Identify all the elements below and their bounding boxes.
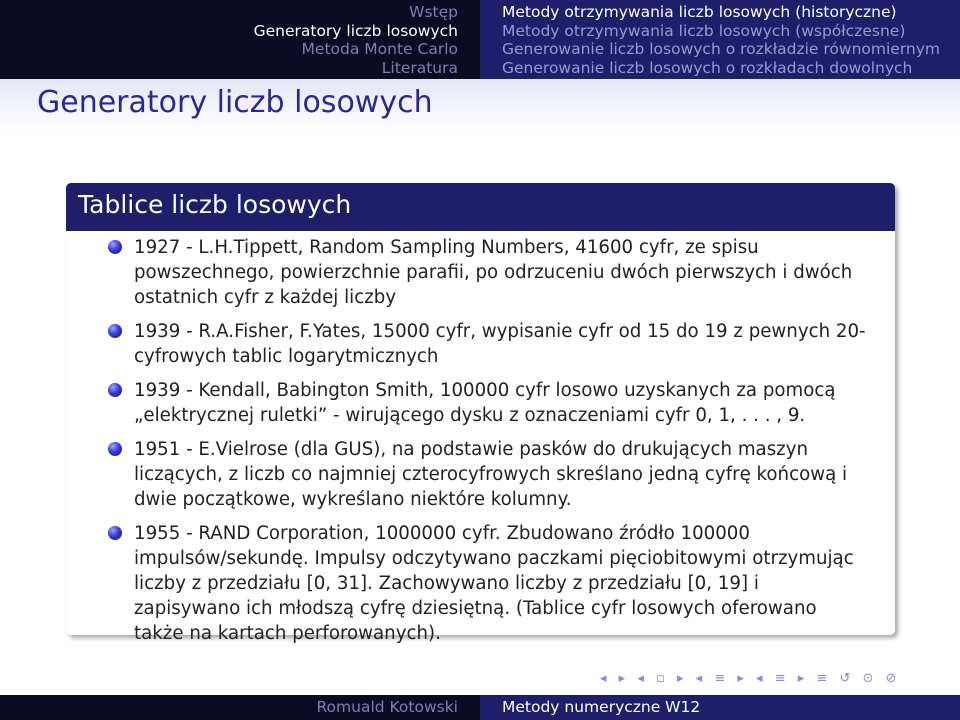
nav-frame-next-icon[interactable]: ▸ xyxy=(618,671,627,686)
subsection-navigation xyxy=(480,0,960,79)
nav-section-monte-carlo[interactable]: Metoda Monte Carlo xyxy=(301,40,458,59)
nav-frame-prev-icon[interactable]: ◂ xyxy=(600,671,608,686)
block-title: Tablice liczb losowych xyxy=(66,183,895,231)
footer-author-box xyxy=(0,695,480,720)
block-body xyxy=(66,231,895,646)
nav-section-generators[interactable]: Generatory liczb losowych xyxy=(253,21,458,40)
section-list xyxy=(254,3,458,77)
nav-slide-next-icon[interactable]: ▸ xyxy=(676,671,685,686)
nav-subsection-next-icon[interactable]: ▸ xyxy=(737,671,745,686)
footer-course-box xyxy=(480,695,960,720)
list-item xyxy=(66,378,895,428)
bullet-icon xyxy=(108,324,122,338)
nav-section-literature[interactable]: Literatura xyxy=(381,58,458,77)
nav-zoom-icon[interactable]: ⊘ xyxy=(885,671,898,686)
bullet-icon xyxy=(108,526,122,540)
nav-section-icon[interactable]: ≡ xyxy=(774,671,787,686)
beamer-header xyxy=(0,0,960,79)
nav-subsection-prev-icon[interactable]: ◂ xyxy=(695,671,704,686)
nav-back-icon[interactable]: ↺ xyxy=(839,671,852,686)
list-item-text: 1955 - RAND Corporation, 1000000 cyfr. Zbudowano źródło 100000 impulsów/sekundę. Impulsy odczytywano paczkami pięciobitowymi otrzymując liczby z przedziału [0, 31]. Zachowywano liczby z przedziału [0, 19] i zapisywano ich młodszą cyfrę dziesiętną. (Tablice cyfr losowych oferowano także na kartach perforowanych). xyxy=(134,523,854,644)
content-block xyxy=(66,183,895,644)
list-item-text: 1951 - E.Vielrose (dla GUS), na podstawie pasków do drukujących maszyn liczących, z liczb co najmniej czterocyfrowych skreślano jedną cyfrę końcową i dwie początkowe, wykreślano niektóre kolumny. xyxy=(134,439,848,510)
beamer-navigation-symbols xyxy=(600,671,903,693)
list-item-text: 1939 - R.A.Fisher, F.Yates, 15000 cyfr, wypisanie cyfr od 15 do 19 z pewnych 20-cyfrowych tablic logarytmicznych xyxy=(134,321,866,367)
nav-subsection-historical[interactable]: Metody otrzymywania liczb losowych (historyczne) xyxy=(502,3,897,21)
bullet-icon xyxy=(108,383,122,397)
list-item xyxy=(66,521,895,646)
nav-section-intro[interactable]: Wstęp xyxy=(409,3,458,21)
footer-author: Romuald Kotowski xyxy=(316,698,458,716)
list-item xyxy=(66,437,895,512)
nav-section-next-icon[interactable]: ▸ xyxy=(797,671,806,686)
nav-subsection-icon[interactable]: ≡ xyxy=(714,671,727,686)
nav-subsection-modern[interactable]: Metody otrzymywania liczb losowych (współczesne) xyxy=(502,21,906,40)
bullet-icon xyxy=(108,240,122,254)
beamer-footer xyxy=(0,695,960,720)
list-item-text: 1927 - L.H.Tippett, Random Sampling Numbers, 41600 cyfr, ze spisu powszechnego, powierzchnie parafii, po odrzuceniu dwóch pierwszych i dwóch ostatnich cyfr z każdej liczby xyxy=(134,237,853,308)
list-item xyxy=(66,319,895,369)
subsection-list xyxy=(502,3,940,77)
nav-subsection-arbitrary[interactable]: Generowanie liczb losowych o rozkładach dowolnych xyxy=(502,58,913,77)
frame-title: Generatory liczb losowych xyxy=(37,85,433,120)
nav-subsection-uniform[interactable]: Generowanie liczb losowych o rozkładzie równomiernym xyxy=(502,40,941,59)
nav-document-icon[interactable]: ≡ xyxy=(816,671,829,686)
footer-course: Metody numeryczne W12 xyxy=(502,698,701,716)
nav-search-icon[interactable]: ⊙ xyxy=(862,671,875,686)
nav-slide-icon[interactable]: ▫ xyxy=(656,671,666,686)
list-item xyxy=(66,235,895,310)
nav-section-prev-icon[interactable]: ◂ xyxy=(756,671,764,686)
bullet-icon xyxy=(108,442,122,456)
section-navigation xyxy=(0,0,480,79)
nav-slide-prev-icon[interactable]: ◂ xyxy=(637,671,645,686)
list-item-text: 1939 - Kendall, Babington Smith, 100000 cyfr losowo uzyskanych za pomocą „elektrycznej ruletki” - wirującego dysku z oznaczeniami cyfr 0, 1, . . . , 9. xyxy=(134,380,836,426)
